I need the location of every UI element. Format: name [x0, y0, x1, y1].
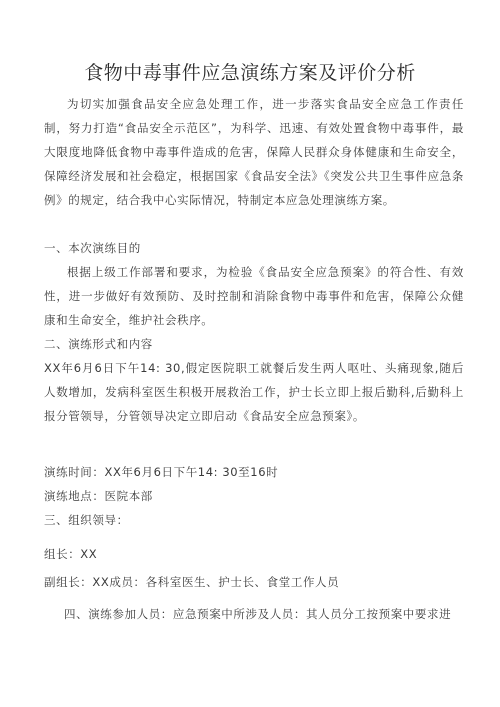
section3-block — [44, 542, 464, 594]
section3-heading: 三、组织领导： — [44, 513, 129, 527]
section4-line: 四、演练参加人员：应急预案中所涉及人员：其人员分工按预案中要求进 — [64, 607, 452, 621]
document-title: 食物中毒事件应急演练方案及评价分析 — [84, 62, 416, 84]
intro-paragraph: 为切实加强食品安全应急处理工作，进一步落实食品安全应急工作责任制，努力打造“食品安全示范区”，为科学、迅速、有效处置食物中毒事件，最大限度地降低食物中毒事件造成的危害，保障人民群众身体健康和生命安全，保障经济发展和社会稳定，根据国家《食品安全法》《突发公共卫生事件应急条例》的规定，结合我中心实际情况，特制定本应急处理演练方案。 — [44, 97, 464, 207]
intro-block — [44, 92, 464, 212]
time-place-block — [44, 460, 464, 532]
section2-paragraph: XX年6月6日下午14: 30,假定医院职工就餐后发生两人呕吐、头痛现象,随后人数增加，发病科室医生积极开展救治工作，护士长立即上报后勤科,后勤科上报分管领导，分管领导决定立即启动《食品安全应急预案》。 — [44, 361, 464, 423]
section2-block — [44, 332, 464, 428]
section2-heading: 二、演练形式和内容 — [44, 337, 153, 351]
section4-block — [64, 602, 474, 626]
section1-paragraph: 根据上级工作部署和要求，为检验《食品安全应急预案》的符合性、有效性，进一步做好有效预防、及时控制和消除食物中毒事件和危害，保障公众健康和生命安全，维护社会秩序。 — [44, 265, 464, 327]
drill-time: 演练时间：XX年6月6日下午14: 30至16时 — [44, 465, 279, 479]
leader-line: 组长：XX — [44, 547, 98, 561]
deputy-line: 副组长：XX成员：各科室医生、护士长、食堂工作人员 — [44, 575, 340, 589]
section1-heading: 一、本次演练目的 — [44, 241, 141, 255]
drill-place: 演练地点：医院本部 — [44, 489, 153, 503]
section1-block — [44, 236, 464, 332]
